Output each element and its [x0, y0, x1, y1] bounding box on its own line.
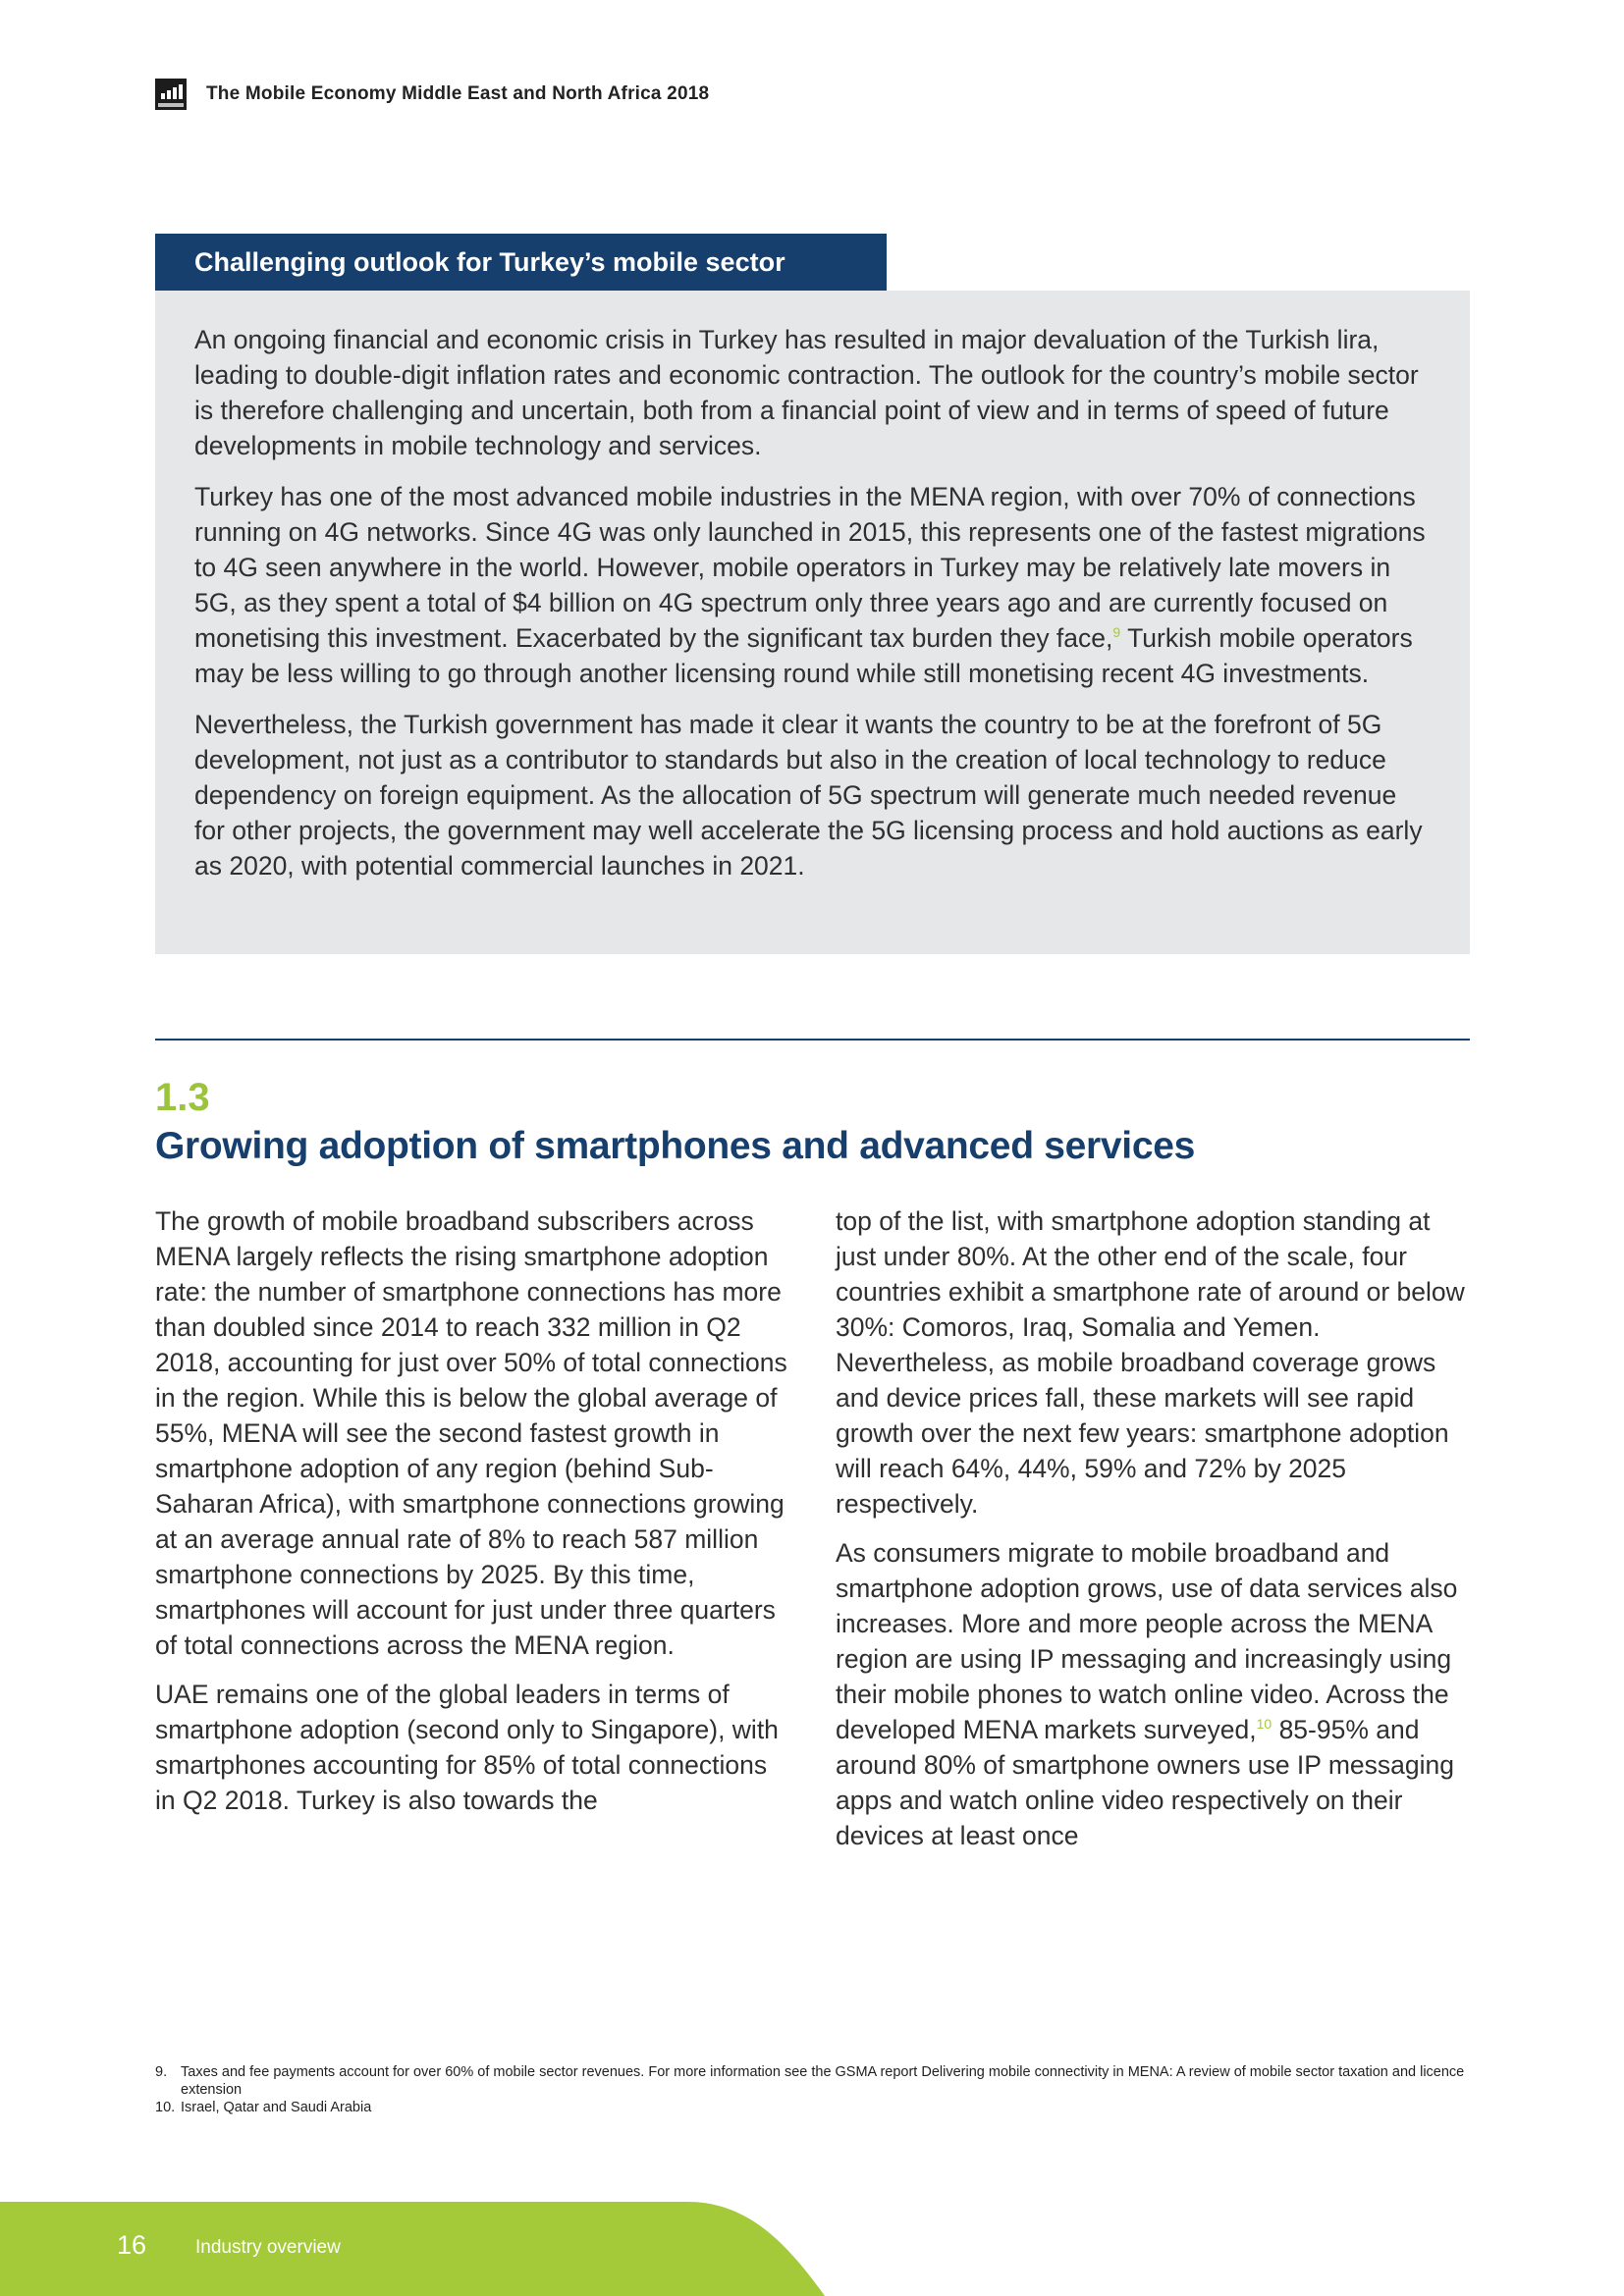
- box-paragraph-3: Nevertheless, the Turkish government has made it clear it wants the country to be at the forefront of 5G development, not just as a contributor to standards but also in the creation of local technology to reduce dependency on foreign equipment. As the allocation of 5G spectrum will generate much needed revenue for other projects, the government may well accelerate the 5G licensing process and hold auctions as early as 2020, with potential commercial launches in 2021.: [194, 710, 1423, 881]
- report-title: The Mobile Economy Middle East and North Africa 2018: [206, 83, 710, 104]
- gsma-logo-icon: [155, 79, 187, 110]
- footnote-ref-9[interactable]: 9: [1112, 624, 1121, 641]
- page-number: 16: [117, 2230, 147, 2260]
- section-label: Industry overview: [195, 2237, 341, 2258]
- box-title: Challenging outlook for Turkey’s mobile sector: [155, 234, 887, 291]
- section-number: 1.3: [155, 1076, 210, 1119]
- footnotes: [155, 2063, 1470, 2116]
- section-title: Growing adoption of smartphones and advanced services: [155, 1125, 1195, 1167]
- section-divider: [155, 1039, 1470, 1041]
- body-paragraph: As consumers migrate to mobile broadband and smartphone adoption grows, use of data services also increases. More and more people across the MENA region are using IP messaging and increasingly using their mobile phones to watch online video. Across the developed MENA markets surveyed,$^{10}$ 85-95% and around 80% of smartphone owners use IP messaging apps and watch online video respectively on their devices at least once: [836, 1538, 1458, 1850]
- body-column-left: [155, 1203, 793, 1832]
- footnote: 9. Taxes and fee payments account for over 60% of mobile sector revenues. For more information see the GSMA report Delivering mobile connectivity in MENA: A review of mobile sector taxation and licence extension: [155, 2064, 1465, 2098]
- body-column-right: [836, 1203, 1474, 1867]
- box-paragraph-1: An ongoing financial and economic crisis in Turkey has resulted in major devaluation of the Turkish lira, leading to double-digit inflation rates and economic contraction. The outlook for the country’s mobile sector is therefore challenging and uncertain, both from a financial point of view and in terms of speed of future developments in mobile technology and services.: [194, 325, 1419, 460]
- box-paragraph-2: Turkey has one of the most advanced mobile industries in the MENA region, with over 70% of connections running on 4G networks. Since 4G was only launched in 2015, this represents one of the fastest migrations to 4G seen anywhere in the world. However, mobile operators in Turkey may be relatively late movers in 5G, as they spent a total of $4 billion on 4G spectrum only three years ago and are currently focused on monetising this investment. Exacerbated by the significant tax burden they face,$^9$ Turkish mobile operators may be less willing to go through another licensing round while still monetising recent 4G investments.: [194, 482, 1426, 688]
- footnote: 10. Israel, Qatar and Saudi Arabia: [155, 2100, 372, 2115]
- turkey-callout-box: [155, 291, 1470, 954]
- footnote-ref-10[interactable]: 10: [1256, 1716, 1272, 1733]
- body-paragraph: top of the list, with smartphone adoption standing at just under 80%. At the other end of the scale, four countries exhibit a smartphone rate of around or below 30%: Comoros, Iraq, Somalia and Yemen. Nevertheless, as mobile broadband coverage grows and device prices fall, these markets will see rapid growth over the next few years: smartphone adoption will reach 64%, 44%, 59% and 72% by 2025 respectively.: [836, 1206, 1465, 1519]
- body-paragraph: UAE remains one of the global leaders in terms of smartphone adoption (second only to Singapore), with smartphones accounting for 85% of total connections in Q2 2018. Turkey is also towards the: [155, 1680, 779, 1815]
- body-paragraph: The growth of mobile broadband subscribers across MENA largely reflects the rising smartphone adoption rate: the number of smartphone connections has more than doubled since 2014 to reach 332 million in Q2 2018, accounting for just over 50% of total connections in the region. While this is below the global average of 55%, MENA will see the second fastest growth in smartphone adoption of any region (behind Sub-Saharan Africa), with smartphone connections growing at an average annual rate of 8% to reach 587 million smartphone connections by 2025. By this time, smartphones will account for just under three quarters of total connections across the MENA region.: [155, 1206, 787, 1660]
- page-header: [155, 79, 709, 110]
